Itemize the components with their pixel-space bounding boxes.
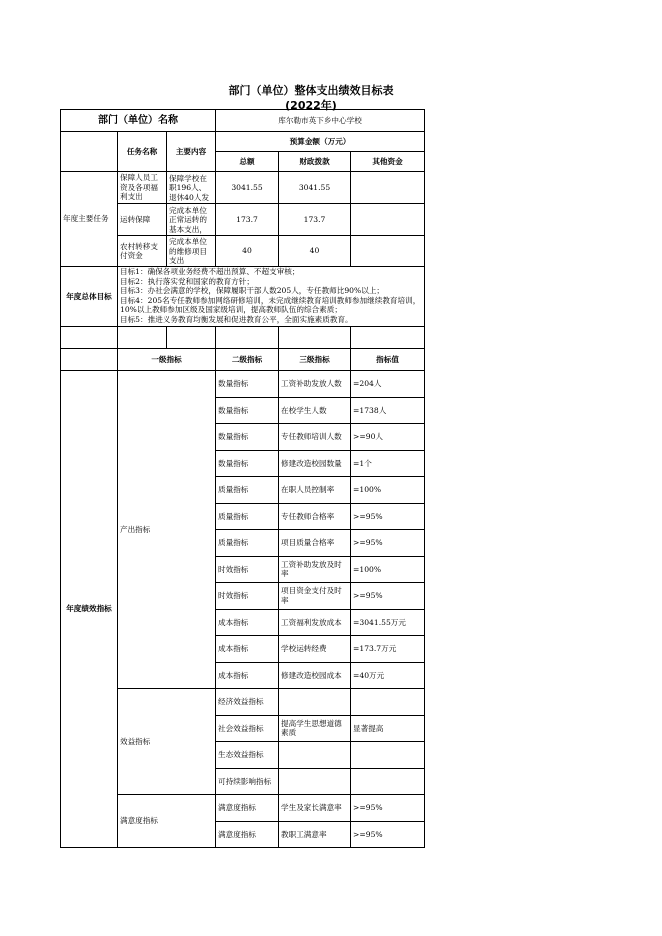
- value-cell: [351, 689, 425, 716]
- value-cell: =40万元: [351, 662, 425, 689]
- fiscal-cell: 3041.55: [279, 172, 351, 204]
- level2-header: 二级指标: [216, 349, 279, 371]
- fiscal-cell: 173.7: [279, 204, 351, 236]
- other-cell: [351, 172, 425, 204]
- empty-cell: [216, 327, 279, 349]
- level2-cell: 满意度指标: [216, 795, 279, 822]
- budget-amount-header: 预算金额（万元）: [216, 132, 425, 152]
- level2-cell: 质量指标: [216, 530, 279, 557]
- level2-cell: 质量指标: [216, 503, 279, 530]
- value-cell: >=90人: [351, 424, 425, 451]
- dept-name-value: 库尔勒市英下乡中心学校: [216, 110, 425, 132]
- level3-cell: 专任教师合格率: [279, 503, 351, 530]
- goal-line: 目标4：205名专任教师参加网络研修培训，未完成继续教育培训教师参加继续教育培训，10%以上教师参加区级及国家级培训，提高教师队伍的综合素质；: [120, 295, 421, 314]
- value-cell: >=95%: [351, 503, 425, 530]
- level3-cell: 专任教师培训人数: [279, 424, 351, 451]
- value-cell: =1738人: [351, 397, 425, 424]
- empty-cell: [167, 327, 216, 349]
- task-content-cell: 完成本单位正常运转的基本支出，: [167, 204, 216, 236]
- annual-goal-label: 年度总体目标: [61, 267, 118, 327]
- level3-cell: [279, 742, 351, 769]
- goal-line: 目标1：确保各项业务经费不超出预算、不超支审核；: [120, 267, 300, 276]
- value-cell: 显著提高: [351, 715, 425, 742]
- empty-cell: [279, 327, 351, 349]
- total-cell: 173.7: [216, 204, 279, 236]
- task-content-cell: 完成本单位的维修项目支出: [167, 236, 216, 267]
- value-cell: =100%: [351, 477, 425, 504]
- level3-cell: 修建改造校园数量: [279, 450, 351, 477]
- annual-goal-text: [118, 267, 425, 327]
- other-cell: [351, 204, 425, 236]
- level3-cell: 修建改造校园成本: [279, 662, 351, 689]
- page-title: 部门（单位）整体支出绩效目标表: [228, 84, 394, 97]
- empty-cell: [351, 327, 425, 349]
- other-header: 其他资金: [351, 152, 425, 172]
- value-cell: =173.7万元: [351, 636, 425, 663]
- total-cell: 40: [216, 236, 279, 267]
- level2-cell: 数量指标: [216, 450, 279, 477]
- level3-cell: 工资福利发放成本: [279, 609, 351, 636]
- value-cell: >=95%: [351, 583, 425, 610]
- level3-header: 三级指标: [279, 349, 351, 371]
- value-cell: >=95%: [351, 530, 425, 557]
- total-header: 总额: [216, 152, 279, 172]
- level2-cell: 可持续影响指标: [216, 768, 279, 795]
- annual-tasks-label: 年度主要任务: [61, 172, 118, 267]
- level1-header: 一级指标: [118, 349, 216, 371]
- level3-cell: [279, 689, 351, 716]
- value-cell: =204人: [351, 371, 425, 398]
- level3-cell: 教职工满意率: [279, 821, 351, 848]
- satisfaction-indicator-label: 满意度指标: [118, 795, 216, 848]
- empty-cell: [118, 327, 167, 349]
- level3-cell: 提高学生思想道德素质: [279, 715, 351, 742]
- value-cell: [351, 768, 425, 795]
- level2-cell: 成本指标: [216, 609, 279, 636]
- page-year: (2022年): [285, 99, 337, 112]
- level2-cell: 社会效益指标: [216, 715, 279, 742]
- goal-line: 目标2：执行落实党和国家的教育方针；: [120, 276, 254, 286]
- value-cell: >=95%: [351, 795, 425, 822]
- value-cell: =3041.55万元: [351, 609, 425, 636]
- level2-cell: 生态效益指标: [216, 742, 279, 769]
- level2-cell: 质量指标: [216, 477, 279, 504]
- level3-cell: 在职人员控制率: [279, 477, 351, 504]
- dept-name-label: 部门（单位）名称: [61, 110, 216, 132]
- value-cell: [351, 742, 425, 769]
- level2-cell: 满意度指标: [216, 821, 279, 848]
- output-indicator-label: 产出指标: [118, 371, 216, 689]
- content-header: 主要内容: [167, 132, 216, 172]
- level2-cell: 成本指标: [216, 636, 279, 663]
- task-name-header: 任务名称: [118, 132, 167, 172]
- level2-cell: 数量指标: [216, 397, 279, 424]
- value-cell: =100%: [351, 556, 425, 583]
- level2-cell: 经济效益指标: [216, 689, 279, 716]
- level3-cell: 工资补助发放人数: [279, 371, 351, 398]
- task-name-cell: 保障人员工资及各项福利支出: [118, 172, 167, 204]
- level3-cell: 学校运转经费: [279, 636, 351, 663]
- total-cell: 3041.55: [216, 172, 279, 204]
- value-cell: =1个: [351, 450, 425, 477]
- level3-cell: 学生及家长满意率: [279, 795, 351, 822]
- task-content-cell: 保障学校在职196人、退休40人发: [167, 172, 216, 204]
- fiscal-header: 财政拨款: [279, 152, 351, 172]
- performance-table: [60, 109, 425, 848]
- level3-cell: 项目质量合格率: [279, 530, 351, 557]
- goal-line: 目标3：办社会满意的学校，保障履职干部人数205人，专任教师比90%以上；: [120, 286, 385, 295]
- annual-performance-label: 年度绩效指标: [61, 371, 118, 848]
- task-name-cell: 运转保障: [118, 204, 167, 236]
- level3-cell: 工资补助发放及时率: [279, 556, 351, 583]
- empty-cell: [61, 349, 118, 371]
- level3-cell: 在校学生人数: [279, 397, 351, 424]
- goal-line: 目标5：推进义务教育均衡发展和促进教育公平，全面实施素质教育。: [120, 314, 353, 324]
- level3-cell: 项目资金支付及时率: [279, 583, 351, 610]
- fiscal-cell: 40: [279, 236, 351, 267]
- level2-cell: 成本指标: [216, 662, 279, 689]
- level2-cell: 数量指标: [216, 371, 279, 398]
- level2-cell: 时效指标: [216, 583, 279, 610]
- value-cell: >=95%: [351, 821, 425, 848]
- task-name-cell: 农村转移支付资金: [118, 236, 167, 267]
- level2-cell: 数量指标: [216, 424, 279, 451]
- level3-cell: [279, 768, 351, 795]
- benefit-indicator-label: 效益指标: [118, 689, 216, 795]
- level2-cell: 时效指标: [216, 556, 279, 583]
- empty-cell: [61, 132, 118, 172]
- other-cell: [351, 236, 425, 267]
- value-header: 指标值: [351, 349, 425, 371]
- empty-cell: [61, 327, 118, 349]
